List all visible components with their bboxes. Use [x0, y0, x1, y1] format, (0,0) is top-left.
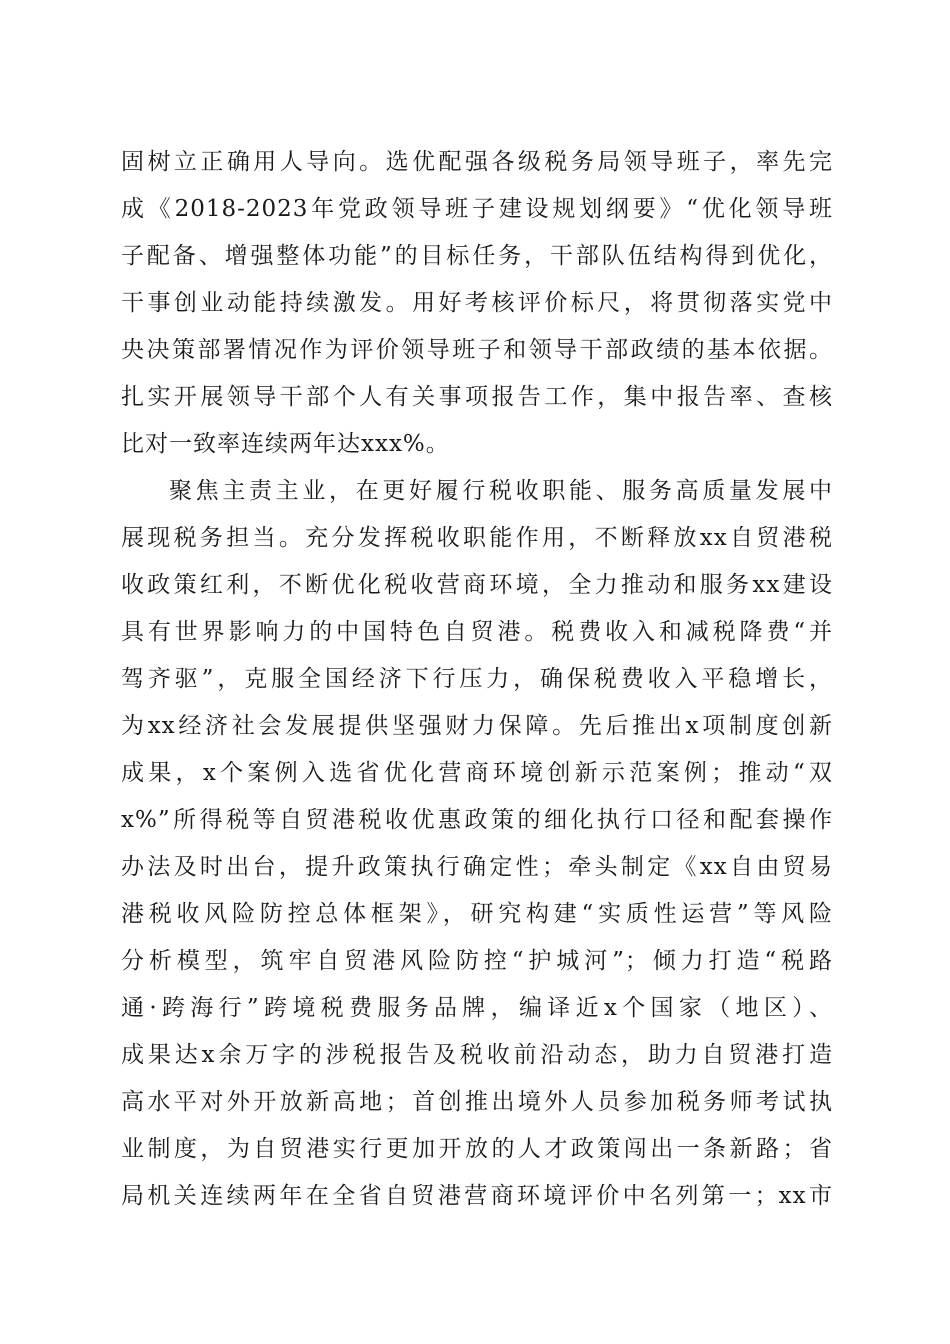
paragraph-1-line-6: 扎实开展领导干部个人有关事项报告工作，集中报告率、查核	[121, 384, 833, 410]
paragraph-2-line-2: 展现税务担当。充分发挥税收职能作用，不断释放xx自贸港税	[121, 525, 833, 551]
paragraph-2-line-14: 高水平对外开放新高地；首创推出境外人员参加税务师考试执	[121, 1089, 833, 1115]
paragraph-2-line-6: 为xx经济社会发展提供坚强财力保障。先后推出x项制度创新	[121, 713, 833, 739]
paragraph-2-line-9: 办法及时出台，提升政策执行确定性；牵头制定《xx自由贸易	[121, 854, 833, 880]
paragraph-2-line-11: 分析模型，筑牢自贸港风险防控“护城河”；倾力打造“税路	[121, 948, 833, 974]
paragraph-1-line-4: 干事创业动能持续激发。用好考核评价标尺，将贯彻落实党中	[121, 290, 833, 316]
paragraph-2-line-12: 通·跨海行”跨境税费服务品牌，编译近x个国家（地区）、	[121, 995, 833, 1021]
paragraph-1-line-5: 央决策部署情况作为评价领导班子和领导干部政绩的基本依据。	[121, 337, 833, 363]
paragraph-1-line-7: 比对一致率连续两年达xxx%。	[121, 431, 450, 457]
body-text	[121, 139, 833, 1220]
paragraph-2-line-13: 成果达x余万字的涉税报告及税收前沿动态，助力自贸港打造	[121, 1042, 833, 1068]
paragraph-2-line-16: 局机关连续两年在全省自贸港营商环境评价中名列第一；xx市	[121, 1183, 833, 1209]
paragraph-2-line-3: 收政策红利，不断优化税收营商环境，全力推动和服务xx建设	[121, 572, 833, 598]
paragraph-2-line-5: 驾齐驱”，克服全国经济下行压力，确保税费收入平稳增长，	[121, 666, 833, 692]
paragraph-2-line-1: 聚焦主责主业，在更好履行税收职能、服务高质量发展中	[169, 478, 833, 504]
paragraph-1-line-2: 成《2018-2023年党政领导班子建设规划纲要》“优化领导班	[121, 196, 833, 222]
paragraph-2-line-15: 业制度，为自贸港实行更加开放的人才政策闯出一条新路；省	[121, 1136, 833, 1162]
paragraph-1-line-3: 子配备、增强整体功能”的目标任务，干部队伍结构得到优化，	[121, 243, 833, 269]
paragraph-2-line-8: x%”所得税等自贸港税收优惠政策的细化执行口径和配套操作	[121, 807, 833, 833]
paragraph-2-line-4: 具有世界影响力的中国特色自贸港。税费收入和减税降费“并	[121, 619, 833, 645]
paragraph-1-line-1: 固树立正确用人导向。选优配强各级税务局领导班子，率先完	[121, 149, 833, 175]
paragraph-2-line-7: 成果，x个案例入选省优化营商环境创新示范案例；推动“双	[121, 760, 833, 786]
paragraph-2-line-10: 港税收风险防控总体框架》，研究构建“实质性运营”等风险	[121, 901, 833, 927]
